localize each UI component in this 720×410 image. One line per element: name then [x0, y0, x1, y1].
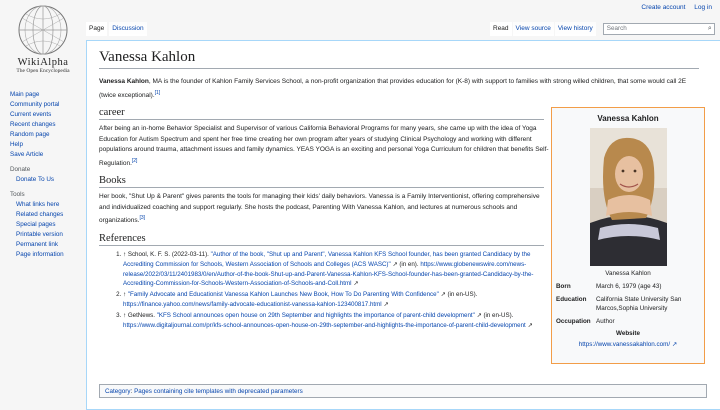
lead-subject: Vanessa Kahlon — [99, 78, 149, 85]
sidebar — [10, 90, 85, 260]
site-logo[interactable] — [6, 4, 80, 74]
infobox-website-heading: Website — [615, 330, 641, 337]
sidebar-item-save-article[interactable]: Save Article — [10, 151, 44, 158]
logo-title: WikiAlpha — [17, 57, 69, 68]
sidebar-item-what-links-here[interactable]: What links here — [16, 201, 60, 208]
user-links — [634, 4, 712, 11]
tools-heading: Tools — [10, 191, 25, 198]
tab-read[interactable]: Read — [490, 22, 512, 36]
reference-suffix: (in en-US). — [481, 311, 514, 319]
sidebar-item-community-portal[interactable]: Community portal — [10, 101, 60, 108]
infobox-value: California State University San Marcos,Sophia University — [596, 296, 682, 312]
log-in-link[interactable]: Log in — [694, 4, 712, 11]
references-heading: References — [99, 233, 544, 246]
external-link-icon: ↗ — [527, 321, 533, 329]
tab-view-source[interactable]: View source — [513, 22, 554, 36]
infobox-key: Education — [556, 296, 587, 303]
category-bar: Category: Pages containing cite templates with deprecated parameters — [99, 384, 707, 398]
reference-prefix: ↑ — [123, 291, 128, 299]
reference-url-link[interactable]: https://finance.yahoo.com/news/family-advocate-educationist-vanessa-kahlon-123400817.html — [123, 300, 382, 308]
sidebar-item-printable-version[interactable]: Printable version — [16, 231, 63, 238]
external-link-icon: ↗ — [392, 260, 398, 268]
references-list — [123, 250, 548, 330]
sidebar-item-special-pages[interactable]: Special pages — [16, 221, 56, 228]
logo-subtitle: The Open Encyclopedia — [16, 68, 70, 74]
infobox-key: Occupation — [556, 318, 591, 325]
ref-link-3[interactable]: [3] — [139, 215, 146, 222]
infobox-key: Born — [556, 283, 571, 290]
sidebar-item-main-page[interactable]: Main page — [10, 91, 40, 98]
lead-text: , MA is the founder of Kahlon Family Services School, a non-profit organization that provides education for (K-8) with support to families with strong willed children, that some would call 2E (twice exceptional). — [99, 78, 687, 99]
books-heading: Books — [99, 175, 544, 188]
search-input[interactable] — [603, 23, 715, 35]
reference-item — [123, 290, 548, 310]
search-icon[interactable]: ⌕ — [707, 25, 712, 32]
infobox-website-row — [556, 341, 700, 348]
sidebar-item-related-changes[interactable]: Related changes — [16, 211, 64, 218]
infobox-row-occupation — [556, 317, 700, 326]
sidebar-item-random-page[interactable]: Random page — [10, 131, 50, 138]
books-text: Her book, "Shut Up & Parent" gives parents the tools for managing their kids' daily behaviors. Vanessa is a Family Interventionist, offering comprehensive and individualized coaching and support regularly. She hosts the podcast, Parenting With Vanessa Kahlon, and lectures at numerous schools and organizations. — [99, 193, 540, 225]
reference-title-link[interactable]: "KFS School announces open house on 29th September and highlights the importance of parent-child development" — [156, 311, 475, 319]
infobox-value: Author — [596, 318, 615, 325]
external-link-icon: ↗ — [671, 341, 678, 348]
career-heading: career — [99, 107, 544, 120]
reference-suffix: (in en-US). — [445, 291, 478, 299]
tab-discussion[interactable]: Discussion — [109, 22, 146, 36]
tools-portal — [10, 200, 85, 260]
reference-suffix: (in en). — [397, 260, 419, 268]
reference-url-link[interactable]: https://www.globenewswire.com/news-release/2022/03/11/2401983/0/en/Author-of-the-book-Shut-up-and-Parent-Vanessa-Kahlon-KFS-School-founder-has-been-granted-Candidacy-by-the-Accrediting-Commission-for-Schools-Western-Association-of-Schools-and-Coll.html — [123, 260, 534, 288]
create-account-link[interactable]: Create account — [641, 4, 686, 11]
category-link[interactable]: Pages containing cite templates with deprecated parameters — [134, 388, 303, 395]
donate-portal — [10, 175, 85, 185]
sidebar-item-help[interactable]: Help — [10, 141, 23, 148]
infobox-caption: Vanessa Kahlon — [605, 270, 651, 277]
career-text: After being an in-home Behavior Specialist and Supervisor of various California Behavioral Programs for many years, she came up with the idea of Yoga Education for Autism Spectrum and spent her free time creating her own program after years of studying Clinical Psychology and working with different populations around trauma, attachment issues and family dynamics. YEAS YOGA is an exciting and personal Yoga Curriculum for children that benefits Self-Regulation. — [99, 125, 549, 167]
infobox — [551, 107, 705, 364]
reference-title-link[interactable]: "Author of the book, "Shut up and Parent", Vanessa Kahlon KFS School founder, has been granted Candidacy by the Accrediting Commission for Schools, Western Association of Schools and Colleges (ACS WASC)" — [123, 250, 531, 268]
infobox-row-born — [556, 282, 700, 291]
sidebar-item-donate[interactable]: Donate To Us — [16, 176, 55, 183]
reference-prefix: ↑ GetNews. — [123, 311, 157, 319]
article-content — [86, 40, 720, 410]
category-label-link[interactable]: Category — [105, 388, 131, 395]
external-link-icon: ↗ — [383, 300, 389, 308]
books-paragraph — [99, 192, 549, 227]
infobox-value: March 6, 1979 (age 43) — [596, 283, 662, 290]
namespace-tabs — [86, 22, 149, 36]
sidebar-item-page-information[interactable]: Page information — [16, 251, 64, 258]
sidebar-item-recent-changes[interactable]: Recent changes — [10, 121, 56, 128]
search-placeholder: Search — [606, 25, 627, 32]
infobox-row-education — [556, 295, 700, 313]
external-link-icon: ↗ — [353, 280, 359, 288]
ref-link-1[interactable]: [1] — [154, 89, 161, 96]
reference-item — [123, 311, 548, 331]
tab-page[interactable]: Page — [86, 22, 107, 36]
donate-heading: Donate — [10, 166, 31, 173]
reference-url-link[interactable]: https://www.digitaljournal.com/pr/kfs-school-announces-open-house-on-29th-september-and-highlights-the-importance-of-parent-child-development — [123, 321, 526, 329]
ref-link-2[interactable]: [2] — [131, 157, 138, 164]
infobox-title: Vanessa Kahlon — [597, 114, 659, 123]
lead-paragraph — [99, 77, 699, 101]
sidebar-item-current-events[interactable]: Current events — [10, 111, 52, 118]
reference-title-link[interactable]: "Family Advocate and Educationist Vanessa Kahlon Launches New Book, How To Do Parenting With Confidence" — [127, 291, 439, 299]
external-link-icon: ↗ — [476, 311, 482, 319]
tab-view-history[interactable]: View history — [555, 22, 596, 36]
career-paragraph — [99, 124, 549, 169]
portrait-photo[interactable] — [590, 128, 667, 266]
reference-item — [123, 250, 548, 289]
page-title: Vanessa Kahlon — [99, 49, 699, 69]
view-tabs — [490, 22, 715, 36]
sidebar-item-permanent-link[interactable]: Permanent link — [16, 241, 58, 248]
reference-prefix: ↑ School, K. F. S. (2022-03-11). — [123, 250, 211, 258]
sidebar-navigation — [10, 90, 85, 160]
external-link-icon: ↗ — [440, 291, 446, 299]
globe-logo-icon — [12, 4, 74, 56]
infobox-website-link[interactable]: https://www.vanessakahlon.com/ — [578, 341, 671, 348]
